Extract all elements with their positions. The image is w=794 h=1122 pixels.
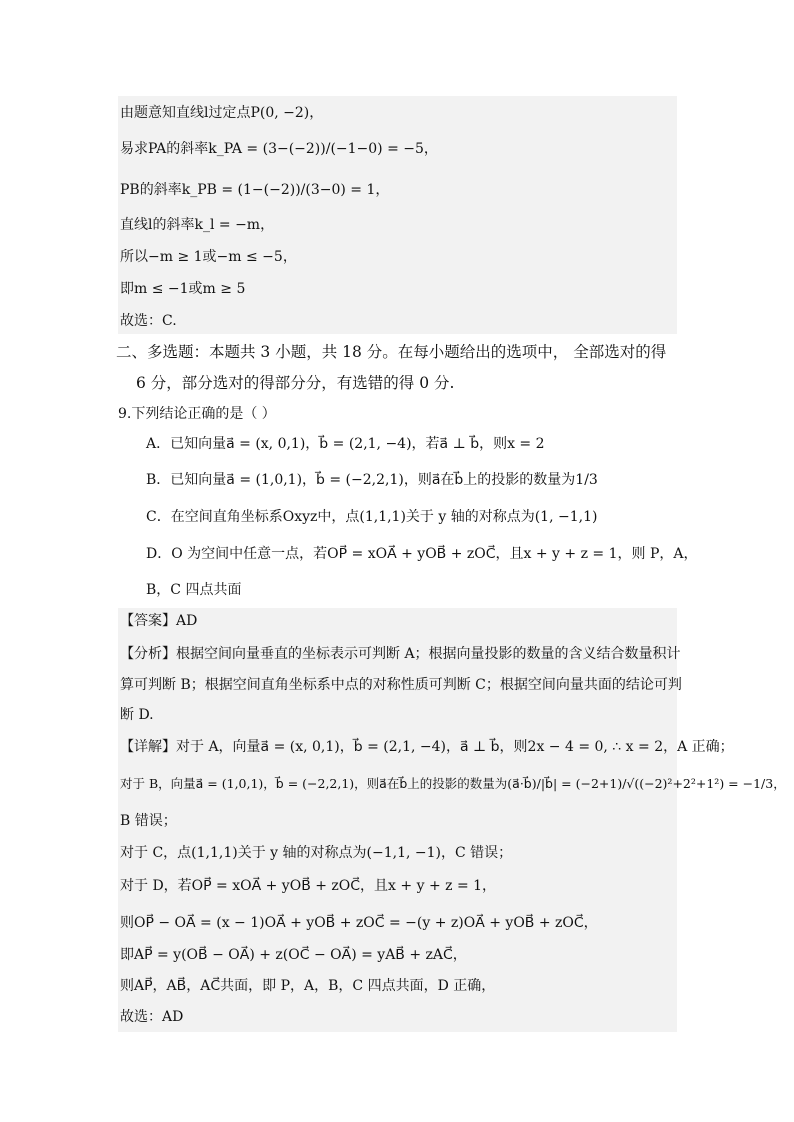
solution-line: PB的斜率k_PB = (1−(−2))/(3−0) = 1， (120, 182, 390, 198)
answer-panel (118, 608, 677, 1032)
detail-line: 【详解】对于 A，向量a⃗ = (x, 0,1)，b⃗ = (2,1, −4)，a⃗ ⊥ b⃗，则2x − 4 = 0, ∴ x = 2，A 正确； (120, 739, 734, 755)
detail-line: 对于 C，点(1,1,1)关于 y 轴的对称点为(−1,1, −1)，C 错误； (120, 845, 513, 861)
analysis-line: 【分析】根据空间向量垂直的坐标表示可判断 A；根据向量投影的数量的含义结合数量积计 (120, 646, 681, 662)
detail-line: 即AP⃗ = y(OB⃗ − OA⃗) + z(OC⃗ − OA⃗) = yAB⃗ + zAC⃗， (120, 947, 467, 963)
analysis-line: 算可判断 B；根据空间直角坐标系中点的对称性质可判断 C；根据空间向量共面的结论可判 (120, 677, 682, 693)
detail-line: 则OP⃗ − OA⃗ = (x − 1)OA⃗ + yOB⃗ + zOC⃗ = −(y + z)OA⃗ + yOB⃗ + zOC⃗， (120, 915, 598, 931)
question-stem: 9.下列结论正确的是（ ） (118, 406, 276, 422)
solution-line: 由题意知直线l过定点P(0, −2)， (120, 105, 324, 121)
option-b: B．已知向量a⃗ = (1,0,1)，b⃗ = (−2,2,1)，则a⃗在b⃗上的投影的数量为1/3 (146, 472, 598, 488)
option-d: D．O 为空间中任意一点，若OP⃗ = xOA⃗ + yOB⃗ + zOC⃗，且x + y + z = 1，则 P，A， (146, 546, 698, 562)
solution-line: 故选：C. (120, 313, 177, 329)
analysis-line: 断 D. (120, 707, 154, 723)
section-heading-cont: 6 分，部分选对的得部分分，有选错的得 0 分. (136, 374, 455, 392)
option-c: C．在空间直角坐标系Oxyz中，点(1,1,1)关于 y 轴的对称点为(1, −1,1) (146, 509, 598, 525)
section-heading: 二、多选题：本题共 3 小题，共 18 分。在每小题给出的选项中， 全部选对的得 (116, 343, 667, 361)
detail-line: 则AP⃗，AB⃗，AC⃗共面，即 P，A，B，C 四点共面，D 正确， (120, 978, 496, 994)
detail-line: 对于 B，向量a⃗ = (1,0,1)，b⃗ = (−2,2,1)，则a⃗在b⃗上的投影的数量为(a⃗·b⃗)/|b⃗| = (−2+1)/√((−2)²+2²+1²) = −1/3， (120, 776, 786, 791)
detail-line: 对于 D，若OP⃗ = xOA⃗ + yOB⃗ + zOC⃗，且x + y + z = 1， (120, 878, 497, 894)
detail-line: B 错误； (120, 813, 177, 829)
solution-line: 即m ≤ −1或m ≥ 5 (120, 281, 246, 297)
detail-line: 故选：AD (120, 1009, 184, 1025)
answer-line: 【答案】AD (120, 613, 198, 629)
option-d-cont: B，C 四点共面 (146, 582, 242, 598)
option-a: A．已知向量a⃗ = (x, 0,1)，b⃗ = (2,1, −4)，若a⃗ ⊥ b⃗，则x = 2 (146, 436, 545, 452)
solution-line: 所以−m ≥ 1或−m ≤ −5， (120, 249, 297, 265)
solution-line: 直线l的斜率k_l = −m， (120, 217, 275, 233)
solution-line: 易求PA的斜率k_PA = (3−(−2))/(−1−0) = −5， (120, 141, 438, 157)
